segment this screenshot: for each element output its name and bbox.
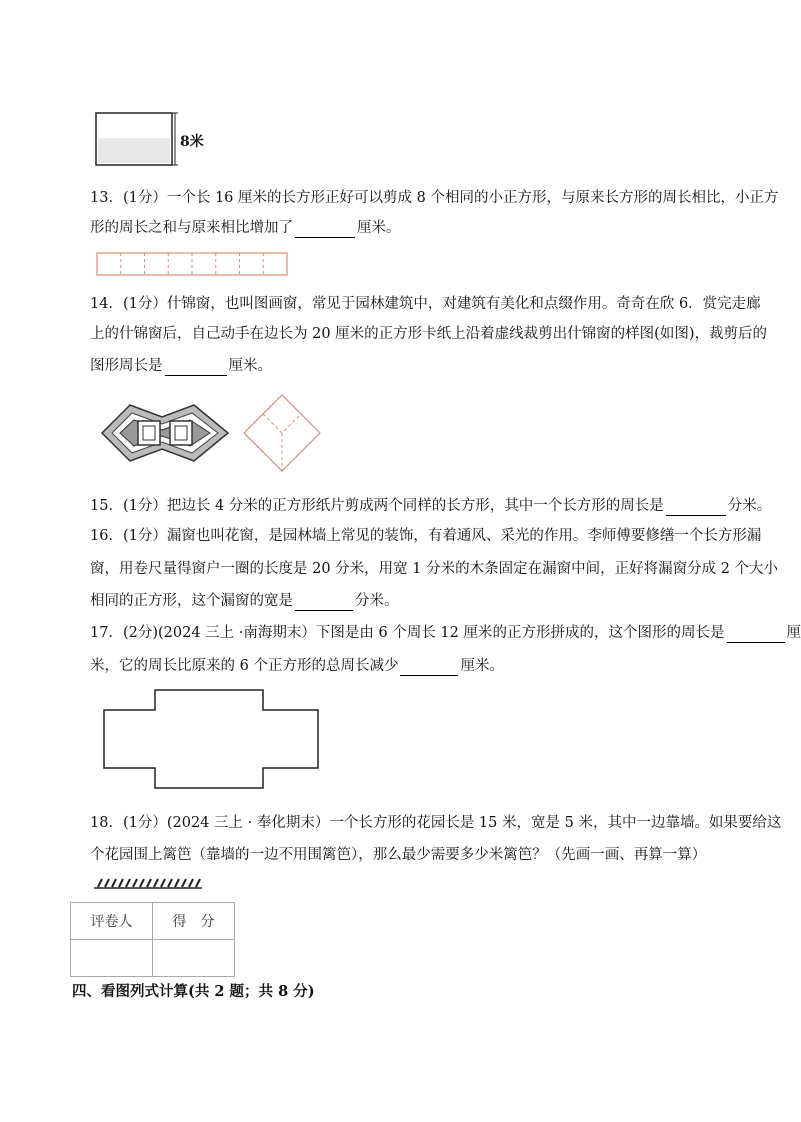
- q14-line3: 图形周长是 厘米。: [90, 358, 272, 374]
- q14-answer-blank[interactable]: [165, 359, 227, 376]
- q16-line2: 窗，用卷尺量得窗户一圈的长度是 20 分米，用宽 1 分米的木条固定在漏窗中间，正好将漏窗分成 2 个大小: [90, 561, 779, 577]
- q14-cut-square-figure: [238, 392, 326, 474]
- q15-line1: 15．(1分）把边长 4 分米的正方形纸片剪成两个同样的长方形，其中一个长方形的周长是 分米。: [90, 498, 772, 514]
- q14-line1: 14．(1分）什锦窗，也叫图画窗，常见于园林建筑中，对建筑有美化和点缀作用。奇奇在欣 6．赏完走廊: [90, 296, 761, 312]
- wall-hatch-figure: [92, 876, 204, 890]
- q16-line1: 16．(1分）漏窗也叫花窗，是园林墙上常见的装饰，有着通风、采光的作用。李师傅要修缮一个长方形漏: [90, 528, 762, 544]
- q18-line1: 18．(1分）(2024 三上 · 奉化期末）一个长方形的花园长是 15 米，宽是 5 米，其中一边靠墙。如果要给这: [90, 815, 782, 831]
- q15-answer-blank[interactable]: [666, 499, 726, 516]
- section-4-heading: 四、看图列式计算(共 2 题；共 8 分): [72, 983, 315, 1000]
- q17-answer-blank-2[interactable]: [400, 659, 458, 676]
- q17-line2: 米，它的周长比原来的 6 个正方形的总周长减少 厘米。: [90, 658, 504, 674]
- q16-line3: 相同的正方形，这个漏窗的宽是 分米。: [90, 593, 399, 609]
- score-table-grader-cell[interactable]: [71, 940, 153, 977]
- q17-answer-blank-1[interactable]: [727, 626, 785, 643]
- q13-line2: 形的周长之和与原来相比增加了 厘米。: [90, 220, 401, 236]
- top-figure-label: 8米: [180, 134, 204, 150]
- q17-line1: 17．(2分)(2024 三上 ·南海期末）下图是由 6 个周长 12 厘米的正方形拼成的，这个图形的周长是 厘: [90, 625, 801, 641]
- score-table-grader-header: 评卷人: [71, 903, 153, 940]
- q16-answer-blank[interactable]: [295, 594, 353, 611]
- q18-line2: 个花园围上篱笆（靠墙的一边不用围篱笆），那么最少需要多少米篱笆？（先画一画、再算一算）: [90, 847, 707, 863]
- score-table: [70, 902, 235, 977]
- q13-answer-blank[interactable]: [295, 221, 355, 238]
- q17-cross-shape-figure: [100, 688, 322, 790]
- q13-line1: 13．(1分）一个长 16 厘米的长方形正好可以剪成 8 个相同的小正方形，与原来长方形的周长相比，小正方: [90, 190, 779, 206]
- score-table-score-header: 得 分: [153, 903, 235, 940]
- q13-strip-figure: [96, 252, 288, 276]
- q14-line2: 上的什锦窗后，自己动手在边长为 20 厘米的正方形卡纸上沿着虚线裁剪出什锦窗的样图(如图)，裁剪后的: [90, 326, 767, 342]
- q14-lattice-window-figure: [100, 400, 230, 466]
- score-table-score-cell[interactable]: [153, 940, 235, 977]
